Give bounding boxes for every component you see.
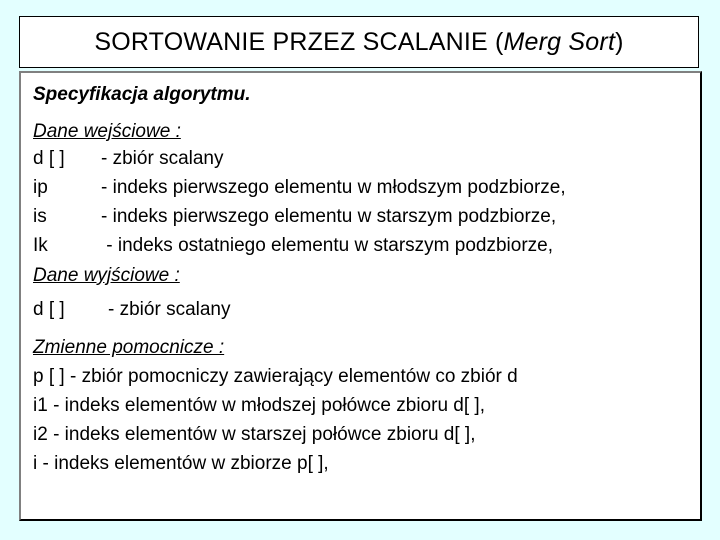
content-panel: [19, 71, 702, 521]
output-row: [33, 299, 231, 321]
param-name: is: [33, 206, 47, 227]
spec-heading: Specyfikacja algorytmu.: [33, 84, 251, 105]
input-row: [33, 177, 566, 199]
inputs-heading: Dane wejściowe :: [33, 121, 181, 142]
param-desc: - indeks pierwszego elementu w młodszym podzbiorze,: [101, 177, 566, 198]
input-row: [33, 235, 553, 257]
param-name: d [ ]: [33, 148, 65, 169]
input-row: [33, 148, 224, 170]
param-name: d [ ]: [33, 299, 65, 320]
param-desc: - zbiór scalany: [108, 299, 231, 320]
param-desc: - indeks pierwszego elementu w starszym podzbiorze,: [101, 206, 557, 227]
helper-line: i1 - indeks elementów w młodszej połówce zbioru d[ ],: [33, 395, 485, 416]
title-suffix: ): [615, 27, 624, 56]
param-desc: - zbiór scalany: [101, 148, 224, 169]
input-row: [33, 206, 557, 228]
param-name: Ik: [33, 235, 48, 256]
title-prefix: SORTOWANIE PRZEZ SCALANIE (: [94, 27, 504, 56]
outputs-heading: Dane wyjściowe :: [33, 265, 180, 286]
param-name: ip: [33, 177, 48, 198]
helper-line: i2 - indeks elementów w starszej połówce zbioru d[ ],: [33, 424, 476, 445]
param-desc: - indeks ostatniego elementu w starszym podzbiorze,: [101, 235, 553, 256]
helpers-heading: Zmienne pomocnicze :: [33, 337, 225, 358]
helper-line: i - indeks elementów w zbiorze p[ ],: [33, 453, 329, 474]
helper-line: p [ ] - zbiór pomocniczy zawierający elementów co zbiór d: [33, 366, 518, 387]
slide-title: [19, 16, 699, 68]
title-italic: Merg Sort: [503, 27, 616, 56]
